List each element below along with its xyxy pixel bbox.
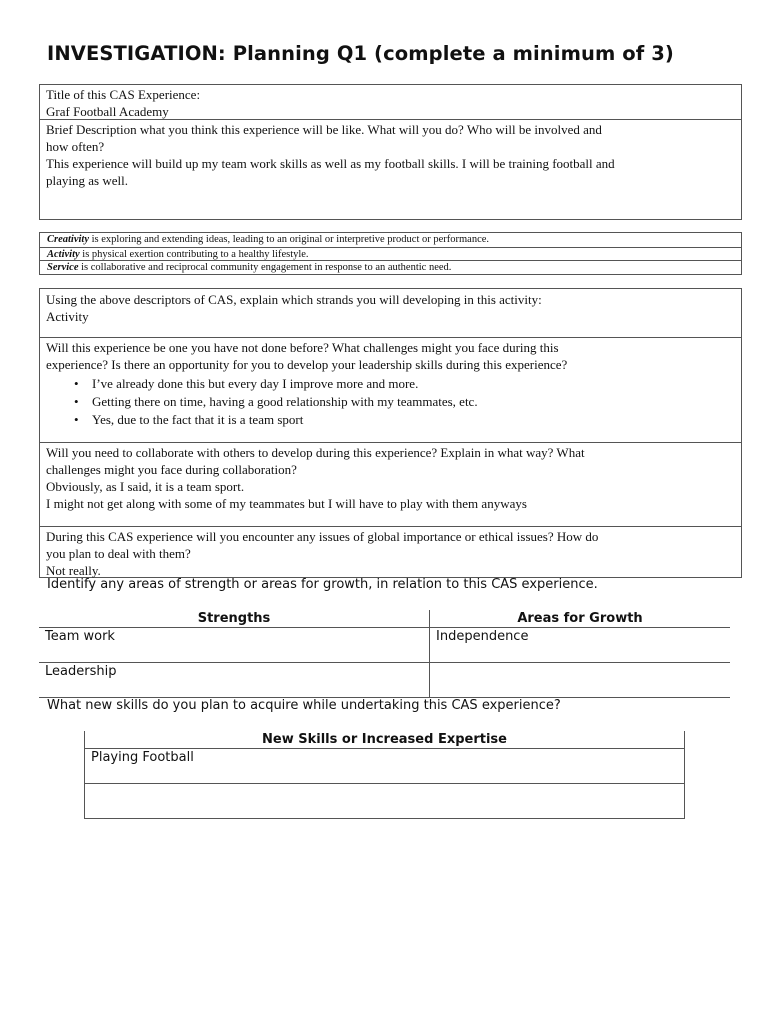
growth-cell[interactable]: Independence (429, 628, 730, 662)
list-item: • Getting there on time, having a good relationship with my teammates, etc. (74, 393, 735, 411)
descriptor-term: Activity (47, 248, 80, 260)
title-answer: Graf Football Academy (46, 104, 169, 119)
questions-table (39, 288, 742, 578)
list-item: • Yes, due to the fact that it is a team sport (74, 411, 735, 429)
collab-answer-line-1: Obviously, as I said, it is a team sport. (46, 479, 245, 494)
global-prompt-line-1: During this CAS experience will you encounter any issues of global importance or ethical issues? How do (46, 529, 599, 544)
new-prompt-line-2: experience? Is there an opportunity for you to develop your leadership skills during this experience? (46, 357, 568, 372)
page-title: INVESTIGATION: Planning Q1 (complete a minimum of 3) (47, 42, 674, 65)
collab-answer-line-2: I might not get along with some of my teammates but I will have to play with them anyways (46, 496, 527, 511)
strengths-header-row (39, 610, 730, 628)
collaboration-cell[interactable] (40, 442, 741, 526)
global-issues-cell[interactable] (40, 526, 741, 577)
skill-cell[interactable] (85, 784, 684, 819)
strengths-table (39, 610, 730, 698)
strands-prompt: Using the above descriptors of CAS, explain which strands you will developing in this activity: (46, 292, 542, 307)
descriptor-text: is exploring and extending ideas, leading to an original or interpretive product or performance. (89, 234, 490, 245)
title-prompt: Title of this CAS Experience: (46, 87, 201, 102)
strength-cell[interactable]: Leadership (45, 664, 117, 679)
skill-cell[interactable]: Playing Football (85, 749, 684, 784)
descriptor-term: Creativity (47, 234, 89, 245)
skills-intro: What new skills do you plan to acquire while undertaking this CAS experience? (47, 698, 561, 713)
global-prompt-line-2: you plan to deal with them? (46, 546, 191, 561)
new-experience-cell[interactable] (40, 337, 741, 442)
experience-table (39, 84, 742, 220)
growth-header: Areas for Growth (429, 610, 730, 627)
descriptor-text: is physical exertion contributing to a healthy lifestyle. (79, 248, 309, 260)
description-cell[interactable] (40, 119, 741, 219)
strengths-intro: Identify any areas of strength or areas for growth, in relation to this CAS experience. (47, 577, 598, 592)
title-cell[interactable] (40, 85, 741, 119)
descriptor-text: is collaborative and reciprocal community engagement in response to an authentic need. (78, 262, 452, 273)
description-answer-line-2: playing as well. (46, 173, 128, 188)
strands-answer: Activity (46, 309, 89, 324)
skills-header: New Skills or Increased Expertise (85, 731, 684, 749)
growth-cell[interactable] (429, 663, 730, 697)
list-item: • I’ve already done this but every day I improve more and more. (74, 375, 735, 393)
descriptor-activity (40, 247, 741, 261)
descriptor-creativity (40, 233, 741, 247)
global-answer: Not really. (46, 563, 101, 578)
description-answer-line-1: This experience will build up my team work skills as well as my football skills. I will be training football and (46, 156, 615, 171)
strengths-header: Strengths (197, 611, 271, 626)
cas-descriptors-table (39, 232, 742, 275)
description-prompt-line-1: Brief Description what you think this experience will be like. What will you do? Who will be involved and (46, 122, 602, 137)
descriptor-service (40, 260, 741, 274)
table-row (39, 628, 730, 663)
description-prompt-line-2: how often? (46, 139, 105, 154)
new-prompt-line-1: Will this experience be one you have not done before? What challenges might you face during this (46, 340, 559, 355)
table-row (39, 663, 730, 698)
strength-cell[interactable]: Team work (45, 629, 115, 644)
new-answers-list (74, 375, 735, 429)
collab-prompt-line-1: Will you need to collaborate with others to develop during this experience? Explain in what way? What (46, 445, 585, 460)
descriptor-term: Service (47, 262, 79, 273)
strands-cell[interactable] (40, 289, 741, 337)
skills-table (84, 731, 685, 819)
collab-prompt-line-2: challenges might you face during collaboration? (46, 462, 297, 477)
